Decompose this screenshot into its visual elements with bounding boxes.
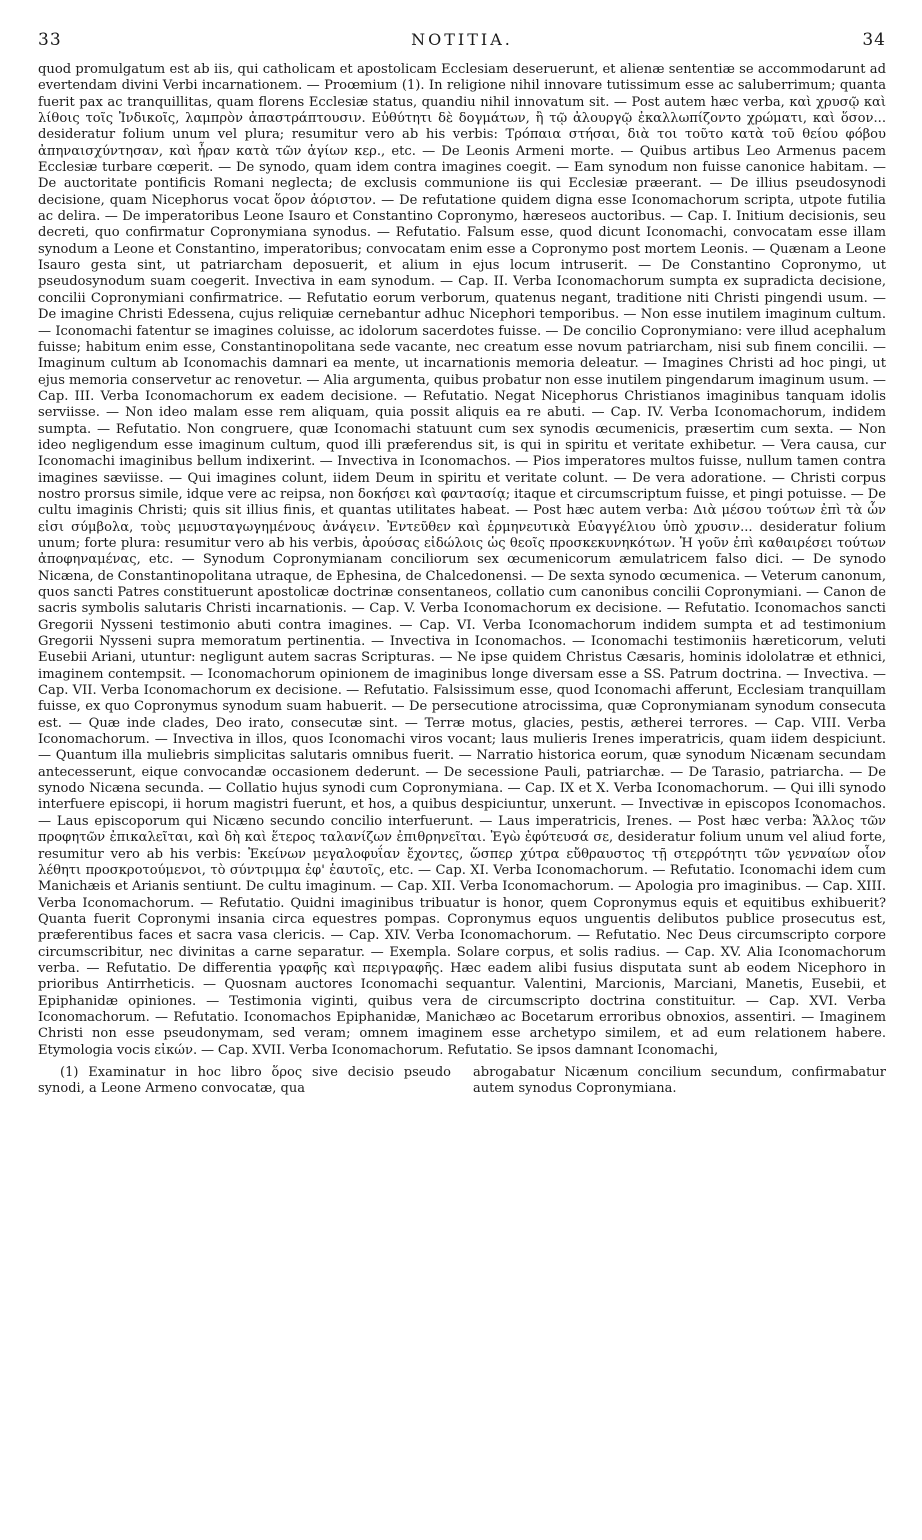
footnote-right-column: abrogabatur Nicænum concilium secundum, confirmabatur autem synodus Copronymiana. xyxy=(473,1064,886,1097)
body-paragraph: quod promulgatum est ab iis, qui catholicam et apostolicam Ecclesiam deseruerunt, et alienæ sententiæ se accommodarunt ad evertendam divini Verbi incarnationem. — Proœmium (1). In religione nihil innovare tutissimum esse ac saluberrimum; quanta fuerit pax ac tranquillitas, quam florens Ecclesiæ status, quandiu nihil innovatum sit. — Post autem hæc verba, καὶ χρυσῷ καὶ λίθοις τοῖς Ἰνδικοῖς, λαμπρὸν ἀπαστράπτουσιν. Εὐθύτητι δὲ δογμάτων, ἢ τῷ ἀλουργῷ ἐκαλλωπίζοντο χρώματι, καὶ ὅσον... desideratur folium unum vel plura; resumitur vero ab his verbis: Τρόπαια στήσαι, διὰ τοι τοῦτο κατὰ τοῦ θείου φόβου ἀπηναισχύντησαν, καὶ ἦραν κατὰ τῶν ἁγίων κερ., etc. — De Leonis Armeni morte. — Quibus artibus Leo Armenus pacem Ecclesiæ turbare cœperit. — De synodo, quam idem contra imagines coegit. — Eam synodum non fuisse canonice habitam. — De auctoritate pontificis Romani neglecta; de exclusis communione iis qui Ecclesiæ præerant. — De illius pseudosynodi decisione, quam Nicephorus vocat ὅρον ἀόριστον. — De refutatione quidem digna esse Iconomachorum scripta, utpote futilia ac delira. — De imperatoribus Leone Isauro et Constantino Copronymo, hæreseos auctoribus. — Cap. I. Initium decisionis, seu decreti, quo confirmatur Copronymiana synodus. — Refutatio. Falsum esse, quod dicunt Iconomachi, convocatam esse illam synodum a Leone et Constantino, imperatoribus; convocatam enim esse a Copronymo post mortem Leonis. — Quænam a Leone Isauro gesta sint, ut patriarcham deposuerit, et alium in ejus locum intruserit. — De Constantino Copronymo, ut pseudosynodum suam coegerit. Invectiva in eam synodum. — Cap. II. Verba Iconomachorum sumpta ex supradicta decisione, concilii Copronymiani confirmatrice. — Refutatio eorum verborum, quatenus negant, traditione niti Christi pingendi usum. — De imagine Christi Edessena, cujus reliquiæ cernebantur adhuc Nicephori temporibus. — Non esse inutilem imaginum cultum. — Iconomachi fatentur se imagines coluisse, ac idolorum sacerdotes fuisse. — De concilio Copronymiano: vere illud acephalum fuisse; habitum enim esse, Constantinopolitana sede vacante, nec creatum esse novum patriarcham, nisi sub finem concilii. — Imaginum cultum ab Iconomachis damnari ea mente, ut incarnationis memoria deleatur. — Imagines Christi ad hoc pingi, ut ejus memoria conservetur ac renovetur. — Alia argumenta, quibus probatur non esse inutilem pingendarum imaginum usum. — Cap. III. Verba Iconomachorum ex eadem decisione. — Refutatio. Negat Nicephorus Christianos imaginibus tanquam idolis serviisse. — Non ideo malam esse rem aliquam, quia possit aliquis ea re abuti. — Cap. IV. Verba Iconomachorum, indidem sumpta. — Refutatio. Non congruere, quæ Iconomachi statuunt cum sex synodis œcumenicis, præsertim cum sexta. — Non ideo negligendum esse imaginum cultum, quod illi præferendus sit, is qui in spiritu et veritate exhibetur. — Vera causa, cur Iconomachi imaginibus bellum indixerint. — Invectiva in Iconomachos. — Pios imperatores multos fuisse, nullum tamen contra imagines sæviisse. — Qui imagines colunt, iidem Deum in spiritu et veritate colunt. — De vera adoratione. — Christi corpus nostro prorsus simile, idque vere ac reipsa, non δοκήσει καὶ φαντασίᾳ; itaque et circumscriptum fuisse, et pingi potuisse. — De cultu imaginis Christi; quis sit illius finis, et quantas utilitates habeat. — Post hæc autem verba: Διὰ μέσου τούτων ἐπὶ τὰ ὧν εἰσι σύμβολα, τοὺς μεμυσταγωγημένους ἀνάγειν. Ἐντεῦθεν καὶ ἑρμηνευτικὰ Εὐαγγέλιου ὑπὸ χρυσιν... desideratur folium unum; forte plura: resumitur vero ab his verbis, ἀρούσας εἰδώλοις ὡς θεοῖς προσκεκυνηκότων. Ἡ γοῦν ἐπὶ καθαιρέσει τούτων ἀποφηναμένας, etc. — Synodum Copronymianam conciliorum sex œcumenicorum æmulatricem falso dici. — De synodo Nicæna, de Constantinopolitana utraque, de Ephesina, de Chalcedonensi. — De sexta synodo œcumenica. — Veterum canonum, quos sancti Patres constituerunt apostolicæ doctrinæ consentaneos, collatio cum canonibus concilii Copronymiani. — Canon de sacris symbolis salutaris Christi incarnationis. — Cap. V. Verba Iconomachorum ex decisione. — Refutatio. Iconomachos sancti Gregorii Nysseni testimonio abuti contra imagines. — Cap. VI. Verba Iconomachorum indidem sumpta et ad testimonium Gregorii Nysseni supra memoratum pertinentia. — Invectiva in Iconomachos. — Iconomachi testimoniis hæreticorum, veluti Eusebii Ariani, utuntur: negligunt autem sacras Scripturas. — Ne ipse quidem Christus Cæsaris, hominis idololatræ et ethnici, imaginem contempsit. — Iconomachorum opinionem de imaginibus longe diversam esse a SS. Patrum doctrina. — Invectiva. — Cap. VII. Verba Iconomachorum ex decisione. — Refutatio. Falsissimum esse, quod Iconomachi afferunt, Ecclesiam tranquillam fuisse, ex quo Copronymus synodum suam habuerit. — De persecutione atrocissima, quæ Copronymianam synodum consecuta est. — Quæ inde clades, Deo irato, consecutæ sint. — Terræ motus, glacies, pestis, ætherei terrores. — Cap. VIII. Verba Iconomachorum. — Invectiva in illos, quos Iconomachi viros vocant; laus mulieris Irenes imperatricis, quam iidem despiciunt. — Quantum illa muliebris simplicitas salutaris omnibus fuerit. — Narratio historica eorum, quæ synodum Nicænam secundam antecesserunt, eique convocandæ occasionem dederunt. — De secessione Pauli, patriarchæ. — De Tarasio, patriarcha. — De synodo Nicæna secunda. — Collatio hujus synodi cum Copronymiana. — Cap. IX et X. Verba Iconomachorum. — Qui illi synodo interfuere episcopi, ii horum magistri fuerunt, et hos, a quibus despiciuntur, unxerunt. — Invectivæ in episcopos Iconomachos. — Laus episcoporum qui Nicæno secundo concilio interfuerunt. — Laus imperatricis, Irenes. — Post hæc verba: Ἄλλος τῶν προφητῶν ἐπικαλεῖται, καὶ δὴ καὶ ἕτερος ταλανίζων ἐπιθρηνεῖται. Ἐγὼ ἐφύτευσά σε, desideratur folium unum vel aliud forte, resumitur vero ab his verbis: Ἐκείνων μεγαλοφυΐαν ἔχοντες, ὥσπερ χύτρα εὔθραυστος τῇ στερρότητι τῶν γενναίων οἷον λέθητι προσκροτούμενοι, τὸ σύντριμμα ἐφ' ἑαυτοῖς, etc. — Cap. XI. Verba Iconomachorum. — Refutatio. Iconomachi idem cum Manichæis et Arianis sentiunt. De cultu imaginum. — Cap. XII. Verba Iconomachorum. — Apologia pro imaginibus. — Cap. XIII. Verba Iconomachorum. — Refutatio. Quidni imaginibus tribuatur is honor, quem Copronymus equis et equitibus exhibuerit? Quanta fuerit Copronymi insania circa equestres pompas. Copronymus equos unguentis delibutos publice prosecutus est, præferentibus faces et sacra vasa clericis. — Cap. XIV. Verba Iconomachorum. — Refutatio. Nec Deus circumscripto corpore circumscribitur, nec divinitas a carne separatur. — Exempla. Solare corpus, et solis radius. — Cap. XV. Alia Iconomachorum verba. — Refutatio. De differentia γραφῆς καὶ περιγραφῆς. Hæc eadem alibi fusius disputata sunt ab eodem Nicephoro in prioribus Antirrheticis. — Quosnam auctores Iconomachi sequantur. Valentini, Marcionis, Marciani, Manetis, Eusebii, et Epiphanidæ opiniones. — Testimonia viginti, quibus vera de circumscripto doctrina constituitur. — Cap. XVI. Verba Iconomachorum. — Refutatio. Iconomachos Epiphanidæ, Manichæo ac Bocetarum erroribus obnoxios, assentiri. — Imaginem Christi non esse pseudonymam, sed veram; omnem imaginem esse archetypo similem, et ad eum relationem habere. Etymologia vocis εἰκών. — Cap. XVII. Verba Iconomachorum. Refutatio. Se ipsos damnant Iconomachi, xyxy=(38,62,886,1058)
footnote-left-column: (1) Examinatur in hoc libro ὅρος sive decisio pseudo synodi, a Leone Armeno convocatæ, qua xyxy=(38,1064,451,1097)
page-number-right: 34 xyxy=(862,30,886,50)
running-header xyxy=(38,30,886,56)
footnotes xyxy=(38,1065,886,1098)
running-title: NOTITIA. xyxy=(411,30,513,49)
page-number-left: 33 xyxy=(38,30,62,50)
